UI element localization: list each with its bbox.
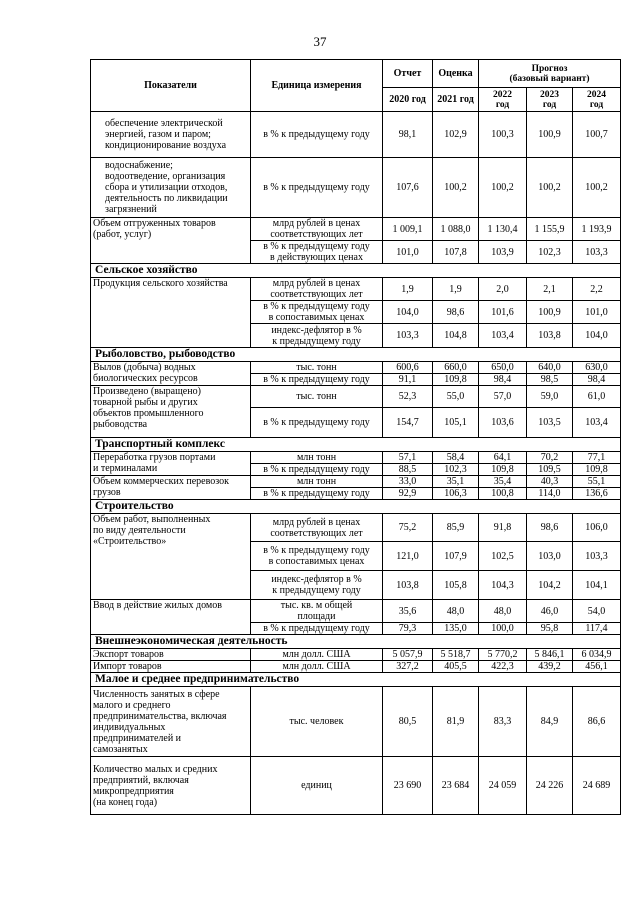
unit-cell: млн тонн bbox=[251, 452, 383, 464]
forecast-table bbox=[90, 59, 621, 815]
indicator-name: Продукция сельского хозяйства bbox=[91, 278, 251, 348]
header-year-2020: 2020 год bbox=[383, 88, 433, 112]
value-cell: 103,4 bbox=[479, 324, 527, 348]
value-cell: 1 088,0 bbox=[433, 218, 479, 241]
value-cell: 52,3 bbox=[383, 386, 433, 408]
value-cell: 2,0 bbox=[479, 278, 527, 301]
indicator-name: Импорт товаров bbox=[91, 661, 251, 673]
value-cell: 70,2 bbox=[527, 452, 573, 464]
value-cell: 98,4 bbox=[479, 374, 527, 386]
value-cell: 5 846,1 bbox=[527, 649, 573, 661]
table-row bbox=[91, 218, 621, 241]
value-cell: 136,6 bbox=[573, 488, 621, 500]
value-cell: 100,2 bbox=[479, 158, 527, 218]
section-title: Рыболовство, рыбоводство bbox=[91, 348, 621, 362]
value-cell: 103,4 bbox=[573, 408, 621, 438]
value-cell: 100,2 bbox=[433, 158, 479, 218]
value-cell: 5 518,7 bbox=[433, 649, 479, 661]
table-row bbox=[91, 476, 621, 488]
table-row bbox=[91, 600, 621, 623]
value-cell: 154,7 bbox=[383, 408, 433, 438]
value-cell: 104,3 bbox=[479, 571, 527, 600]
value-cell: 95,8 bbox=[527, 623, 573, 635]
value-cell: 98,6 bbox=[527, 514, 573, 542]
value-cell: 101,6 bbox=[479, 301, 527, 324]
value-cell: 103,6 bbox=[479, 408, 527, 438]
value-cell: 456,1 bbox=[573, 661, 621, 673]
value-cell: 103,9 bbox=[479, 241, 527, 264]
value-cell: 86,6 bbox=[573, 687, 621, 757]
section-title: Строительство bbox=[91, 500, 621, 514]
value-cell: 100,8 bbox=[479, 488, 527, 500]
value-cell: 1 155,9 bbox=[527, 218, 573, 241]
section-row bbox=[91, 635, 621, 649]
value-cell: 48,0 bbox=[433, 600, 479, 623]
value-cell: 121,0 bbox=[383, 542, 433, 571]
indicator-name: Количество малых и средних предприятий, включая микропредприятия (на конец года) bbox=[91, 757, 251, 815]
indicator-name: Ввод в действие жилых домов bbox=[91, 600, 251, 635]
value-cell: 54,0 bbox=[573, 600, 621, 623]
value-cell: 5 770,2 bbox=[479, 649, 527, 661]
value-cell: 109,8 bbox=[433, 374, 479, 386]
unit-cell: млрд рублей в ценах соответствующих лет bbox=[251, 278, 383, 301]
value-cell: 422,3 bbox=[479, 661, 527, 673]
unit-cell: в % к предыдущему году bbox=[251, 488, 383, 500]
value-cell: 100,3 bbox=[479, 112, 527, 158]
section-row bbox=[91, 673, 621, 687]
value-cell: 105,1 bbox=[433, 408, 479, 438]
value-cell: 109,8 bbox=[573, 464, 621, 476]
value-cell: 58,4 bbox=[433, 452, 479, 464]
section-row bbox=[91, 264, 621, 278]
indicator-name: Объем коммерческих перевозок грузов bbox=[91, 476, 251, 500]
header-unit: Единица измерения bbox=[251, 60, 383, 112]
section-row bbox=[91, 500, 621, 514]
value-cell: 103,0 bbox=[527, 542, 573, 571]
value-cell: 98,4 bbox=[573, 374, 621, 386]
value-cell: 57,1 bbox=[383, 452, 433, 464]
value-cell: 48,0 bbox=[479, 600, 527, 623]
value-cell: 80,5 bbox=[383, 687, 433, 757]
value-cell: 24 689 bbox=[573, 757, 621, 815]
value-cell: 102,3 bbox=[527, 241, 573, 264]
value-cell: 81,9 bbox=[433, 687, 479, 757]
indicator-name: Экспорт товаров bbox=[91, 649, 251, 661]
table-row bbox=[91, 112, 621, 158]
value-cell: 117,4 bbox=[573, 623, 621, 635]
section-row bbox=[91, 348, 621, 362]
value-cell: 33,0 bbox=[383, 476, 433, 488]
header-year-2021: 2021 год bbox=[433, 88, 479, 112]
value-cell: 85,9 bbox=[433, 514, 479, 542]
section-title: Малое и среднее предпринимательство bbox=[91, 673, 621, 687]
indicator-name: водоснабжение; водоотведение, организация сбора и утилизации отходов, деятельность по ликвидации загрязнений bbox=[91, 158, 251, 218]
value-cell: 103,8 bbox=[383, 571, 433, 600]
value-cell: 109,8 bbox=[479, 464, 527, 476]
value-cell: 103,5 bbox=[527, 408, 573, 438]
section-title: Сельское хозяйство bbox=[91, 264, 621, 278]
value-cell: 101,0 bbox=[383, 241, 433, 264]
unit-cell: тыс. тонн bbox=[251, 386, 383, 408]
value-cell: 23 690 bbox=[383, 757, 433, 815]
value-cell: 107,9 bbox=[433, 542, 479, 571]
value-cell: 24 226 bbox=[527, 757, 573, 815]
value-cell: 100,2 bbox=[527, 158, 573, 218]
value-cell: 103,8 bbox=[527, 324, 573, 348]
value-cell: 55,1 bbox=[573, 476, 621, 488]
header-forecast: Прогноз (базовый вариант) bbox=[479, 60, 621, 88]
value-cell: 102,9 bbox=[433, 112, 479, 158]
value-cell: 92,9 bbox=[383, 488, 433, 500]
unit-cell: в % к предыдущему году bbox=[251, 158, 383, 218]
value-cell: 98,6 bbox=[433, 301, 479, 324]
value-cell: 79,3 bbox=[383, 623, 433, 635]
value-cell: 91,8 bbox=[479, 514, 527, 542]
value-cell: 650,0 bbox=[479, 362, 527, 374]
value-cell: 103,3 bbox=[383, 324, 433, 348]
value-cell: 102,5 bbox=[479, 542, 527, 571]
value-cell: 104,8 bbox=[433, 324, 479, 348]
value-cell: 40,3 bbox=[527, 476, 573, 488]
value-cell: 405,5 bbox=[433, 661, 479, 673]
value-cell: 35,6 bbox=[383, 600, 433, 623]
section-title: Транспортный комплекс bbox=[91, 438, 621, 452]
header-estimate: Оценка bbox=[433, 60, 479, 88]
header-report: Отчет bbox=[383, 60, 433, 88]
value-cell: 640,0 bbox=[527, 362, 573, 374]
unit-cell: млрд рублей в ценах соответствующих лет bbox=[251, 514, 383, 542]
table-row bbox=[91, 687, 621, 757]
value-cell: 59,0 bbox=[527, 386, 573, 408]
unit-cell: тыс. человек bbox=[251, 687, 383, 757]
unit-cell: млн долл. США bbox=[251, 649, 383, 661]
value-cell: 439,2 bbox=[527, 661, 573, 673]
header-indicators: Показатели bbox=[91, 60, 251, 112]
value-cell: 103,3 bbox=[573, 241, 621, 264]
unit-cell: млн тонн bbox=[251, 476, 383, 488]
value-cell: 2,2 bbox=[573, 278, 621, 301]
value-cell: 100,0 bbox=[479, 623, 527, 635]
table-row bbox=[91, 514, 621, 542]
value-cell: 103,3 bbox=[573, 542, 621, 571]
indicator-name: Произведено (выращено) товарной рыбы и других объектов промышленного рыбоводства bbox=[91, 386, 251, 438]
header-year-2023: 2023 год bbox=[527, 88, 573, 112]
table-row bbox=[91, 158, 621, 218]
value-cell: 98,5 bbox=[527, 374, 573, 386]
unit-cell: в % к предыдущему году bbox=[251, 374, 383, 386]
value-cell: 1,9 bbox=[433, 278, 479, 301]
unit-cell: в % к предыдущему году в действующих ценах bbox=[251, 241, 383, 264]
value-cell: 327,2 bbox=[383, 661, 433, 673]
value-cell: 100,7 bbox=[573, 112, 621, 158]
value-cell: 600,6 bbox=[383, 362, 433, 374]
value-cell: 100,9 bbox=[527, 301, 573, 324]
value-cell: 5 057,9 bbox=[383, 649, 433, 661]
unit-cell: в % к предыдущему году bbox=[251, 112, 383, 158]
table-row bbox=[91, 278, 621, 301]
unit-cell: в % к предыдущему году bbox=[251, 623, 383, 635]
value-cell: 77,1 bbox=[573, 452, 621, 464]
value-cell: 105,8 bbox=[433, 571, 479, 600]
value-cell: 6 034,9 bbox=[573, 649, 621, 661]
value-cell: 109,5 bbox=[527, 464, 573, 476]
value-cell: 88,5 bbox=[383, 464, 433, 476]
value-cell: 100,9 bbox=[527, 112, 573, 158]
value-cell: 1 130,4 bbox=[479, 218, 527, 241]
value-cell: 104,2 bbox=[527, 571, 573, 600]
value-cell: 1 193,9 bbox=[573, 218, 621, 241]
value-cell: 55,0 bbox=[433, 386, 479, 408]
value-cell: 102,3 bbox=[433, 464, 479, 476]
unit-cell: индекс-дефлятор в % к предыдущему году bbox=[251, 571, 383, 600]
value-cell: 106,0 bbox=[573, 514, 621, 542]
indicator-name: обеспечение электрической энергией, газом и паром; кондиционирование воздуха bbox=[91, 112, 251, 158]
indicator-name: Вылов (добыча) водных биологических ресурсов bbox=[91, 362, 251, 386]
unit-cell: в % к предыдущему году в сопоставимых ценах bbox=[251, 301, 383, 324]
value-cell: 75,2 bbox=[383, 514, 433, 542]
value-cell: 2,1 bbox=[527, 278, 573, 301]
table-row bbox=[91, 661, 621, 673]
unit-cell: единиц bbox=[251, 757, 383, 815]
value-cell: 84,9 bbox=[527, 687, 573, 757]
table-row bbox=[91, 386, 621, 408]
indicator-name: Переработка грузов портами и терминалами bbox=[91, 452, 251, 476]
indicator-name: Объем работ, выполненных по виду деятельности «Строительство» bbox=[91, 514, 251, 600]
section-title: Внешнеэкономическая деятельность bbox=[91, 635, 621, 649]
table-row bbox=[91, 452, 621, 464]
page-number: 37 bbox=[313, 34, 327, 49]
value-cell: 98,1 bbox=[383, 112, 433, 158]
unit-cell: в % к предыдущему году bbox=[251, 408, 383, 438]
value-cell: 46,0 bbox=[527, 600, 573, 623]
value-cell: 104,0 bbox=[573, 324, 621, 348]
value-cell: 660,0 bbox=[433, 362, 479, 374]
table-row bbox=[91, 649, 621, 661]
unit-cell: млрд рублей в ценах соответствующих лет bbox=[251, 218, 383, 241]
value-cell: 135,0 bbox=[433, 623, 479, 635]
table-row bbox=[91, 757, 621, 815]
value-cell: 106,3 bbox=[433, 488, 479, 500]
value-cell: 630,0 bbox=[573, 362, 621, 374]
value-cell: 91,1 bbox=[383, 374, 433, 386]
value-cell: 61,0 bbox=[573, 386, 621, 408]
value-cell: 100,2 bbox=[573, 158, 621, 218]
unit-cell: в % к предыдущему году bbox=[251, 464, 383, 476]
unit-cell: индекс-дефлятор в % к предыдущему году bbox=[251, 324, 383, 348]
value-cell: 64,1 bbox=[479, 452, 527, 464]
section-row bbox=[91, 438, 621, 452]
value-cell: 35,4 bbox=[479, 476, 527, 488]
value-cell: 57,0 bbox=[479, 386, 527, 408]
indicator-name: Численность занятых в сфере малого и среднего предпринимательства, включая индивидуальных предпринимателей и самозанятых bbox=[91, 687, 251, 757]
unit-cell: млн долл. США bbox=[251, 661, 383, 673]
value-cell: 1,9 bbox=[383, 278, 433, 301]
value-cell: 104,0 bbox=[383, 301, 433, 324]
value-cell: 104,1 bbox=[573, 571, 621, 600]
value-cell: 83,3 bbox=[479, 687, 527, 757]
unit-cell: в % к предыдущему году в сопоставимых ценах bbox=[251, 542, 383, 571]
value-cell: 107,8 bbox=[433, 241, 479, 264]
table-row bbox=[91, 362, 621, 374]
indicator-name: Объем отгруженных товаров (работ, услуг) bbox=[91, 218, 251, 264]
unit-cell: тыс. кв. м общей площади bbox=[251, 600, 383, 623]
header-year-2022: 2022 год bbox=[479, 88, 527, 112]
header-year-2024: 2024 год bbox=[573, 88, 621, 112]
value-cell: 24 059 bbox=[479, 757, 527, 815]
value-cell: 101,0 bbox=[573, 301, 621, 324]
value-cell: 35,1 bbox=[433, 476, 479, 488]
value-cell: 114,0 bbox=[527, 488, 573, 500]
value-cell: 23 684 bbox=[433, 757, 479, 815]
unit-cell: тыс. тонн bbox=[251, 362, 383, 374]
value-cell: 107,6 bbox=[383, 158, 433, 218]
value-cell: 1 009,1 bbox=[383, 218, 433, 241]
